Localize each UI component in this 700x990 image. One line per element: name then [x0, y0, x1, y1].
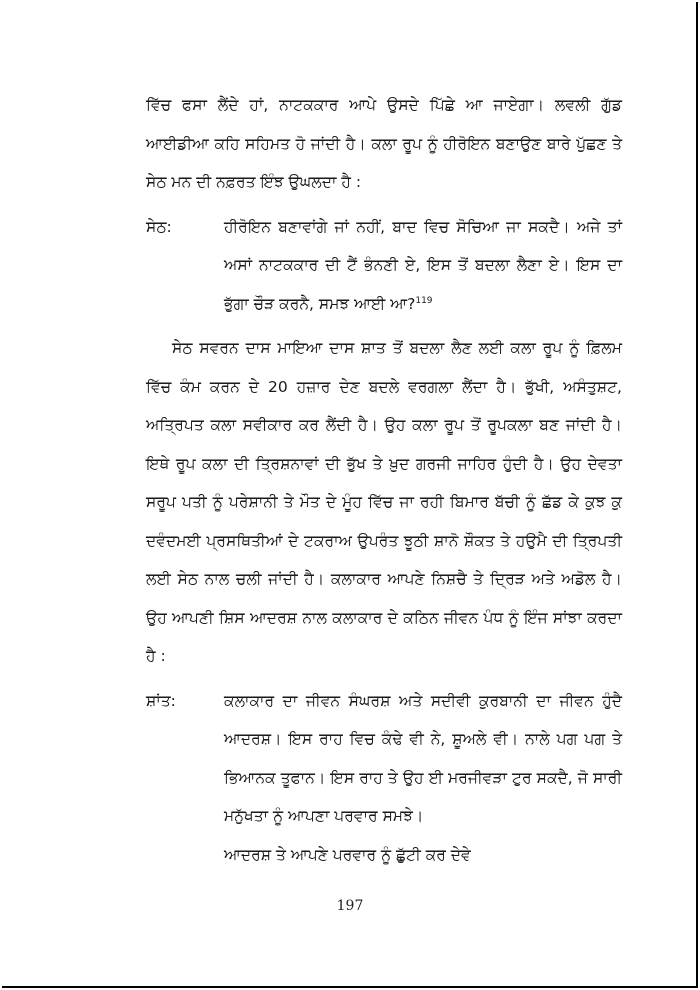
continuation-line: ਆਦਰਸ਼ ਤੇ ਆਪਣੇ ਪਰਵਾਰ ਨੂੰ ਛੁੱਟੀ ਕਰ ਦੇਵੇ	[224, 845, 471, 864]
speech-body: ਹੀਰੋਇਨ ਬਣਾਵਾਂਗੇ ਜਾਂ ਨਹੀਂ, ਬਾਦ ਵਿਚ ਸੋਚਿਆ ਜਾ ਸਕਦੈ। ਅਜੇ ਤਾਂ ਅਸਾਂ ਨਾਟਕਕਾਰ ਦੀ ਟੈਂ ਭੰਨਣੀ ਏ, ਇਸ ਤੋਂ ਬਦਲਾ ਲੈਣਾ ਏ। ਇਸ ਦਾ ਭੁੱਗਾ ਚੌੜ ਕਰਨੈ, ਸਮਝ ਆਈ ਆ?	[224, 217, 622, 313]
speech-text	[224, 208, 622, 324]
page-number: 197	[336, 898, 364, 914]
speaker-label: ਸ਼ਾਂਤ:	[146, 691, 176, 710]
dialogue-shant	[146, 682, 622, 836]
speaker-label: ਸੇਠ:	[146, 217, 172, 236]
paragraph-2: ਸੇਠ ਸਵਰਨ ਦਾਸ ਮਾਇਆ ਦਾਸ ਸ਼ਾਤ ਤੋਂ ਬਦਲਾ ਲੈਣ ਲਈ ਕਲਾ ਰੂਪ ਨੂੰ ਫ਼ਿਲਮ ਵਿੱਚ ਕੰਮ ਕਰਨ ਦੇ 20 ਹਜ਼ਾਰ ਦੇਣ ਬਦਲੇ ਵਰਗਲਾ ਲੈਂਦਾ ਹੈ। ਭੁੱਖੀ, ਅਸੰਤੁਸ਼ਟ, ਅਤ੍ਰਿਪਤ ਕਲਾ ਸਵੀਕਾਰ ਕਰ ਲੈਂਦੀ ਹੈ। ਉਹ ਕਲਾ ਰੂਪ ਤੋਂ ਰੂਪਕਲਾ ਬਣ ਜਾਂਦੀ ਹੈ। ਇਥੇ ਰੂਪ ਕਲਾ ਦੀ ਤ੍ਰਿਸ਼ਨਾਵਾਂ ਦੀ ਭੁੱਖ ਤੇ ਖ਼ੁਦ ਗਰਜੀ ਜਾਹਿਰ ਹੁੰਦੀ ਹੈ। ਉਹ ਦੇਵਤਾ ਸਰੂਪ ਪਤੀ ਨੂੰ ਪਰੇਸ਼ਾਨੀ ਤੇ ਮੌਤ ਦੇ ਮੂੰਹ ਵਿੱਚ ਜਾ ਰਹੀ ਬਿਮਾਰ ਬੱਚੀ ਨੂੰ ਛੱਡ ਕੇ ਕੁਝ ਕੁ ਦਵੰਦਮਈ ਪ੍ਰਸਥਿਤੀਆਂ ਦੇ ਟਕਰਾਅ ਉਪਰੰਤ ਝੂਠੀ ਸ਼ਾਨੋ ਸ਼ੌਕਤ ਤੇ ਹਉਮੈ ਦੀ ਤ੍ਰਿਪਤੀ ਲਈ ਸੇਠ ਨਾਲ ਚਲੀ ਜਾਂਦੀ ਹੈ। ਕਲਾਕਾਰ ਆਪਣੇ ਨਿਸ਼ਚੈ ਤੇ ਦ੍ਰਿੜ ਅਤੇ ਅਡੋਲ ਹੈ। ਉਹ ਆਪਣੀ ਸ਼ਿਸ ਆਦਰਸ਼ ਨਾਲ ਕਲਾਕਾਰ ਦੇ ਕਠਿਨ ਜੀਵਨ ਪੰਧ ਨੂੰ ਇੰਜ ਸਾਂਝਾ ਕਰਦਾ ਹੈ :	[146, 339, 622, 665]
dialogue-seth	[146, 208, 622, 324]
footnote-ref: 119	[415, 295, 433, 306]
speech-text: ਕਲਾਕਾਰ ਦਾ ਜੀਵਨ ਸੰਘਰਸ਼ ਅਤੇ ਸਦੀਵੀ ਕੁਰਬਾਨੀ ਦਾ ਜੀਵਨ ਹੁੰਦੈ ਆਦਰਸ਼। ਇਸ ਰਾਹ ਵਿਚ ਕੰਢੇ ਵੀ ਨੇ, ਸ਼ੂਅਲੇ ਵੀ। ਨਾਲੇ ਪਗ ਪਗ ਤੇ ਭਿਆਨਕ ਤੂਫਾਨ। ਇਸ ਰਾਹ ਤੇ ਉਹ ਈ ਮਰਜੀਵੜਾ ਟੁਰ ਸਕਦੈ, ਜੋ ਸਾਰੀ ਮਨੁੱਖਤਾ ਨੂੰ ਆਪਣਾ ਪਰਵਾਰ ਸਮਝੇ।	[224, 691, 622, 825]
paragraph-1: ਵਿੱਚ ਫਸਾ ਲੈਂਦੇ ਹਾਂ, ਨਾਟਕਕਾਰ ਆਪੇ ਉਸਦੇ ਪਿੱਛੇ ਆ ਜਾਏਗਾ। ਲਵਲੀ ਗੁੱਡ ਆਈਡੀਆ ਕਹਿ ਸਹਿਮਤ ਹੋ ਜਾਂਦੀ ਹੈ। ਕਲਾ ਰੂਪ ਨੂੰ ਹੀਰੋਇਨ ਬਣਾਉਣ ਬਾਰੇ ਪੁੱਛਣ ਤੇ ਸੇਠ ਮਨ ਦੀ ਨਫ਼ਰਤ ਇੰਝ ਉਘਲਦਾ ਹੈ :	[146, 96, 622, 191]
document-body	[146, 86, 622, 874]
